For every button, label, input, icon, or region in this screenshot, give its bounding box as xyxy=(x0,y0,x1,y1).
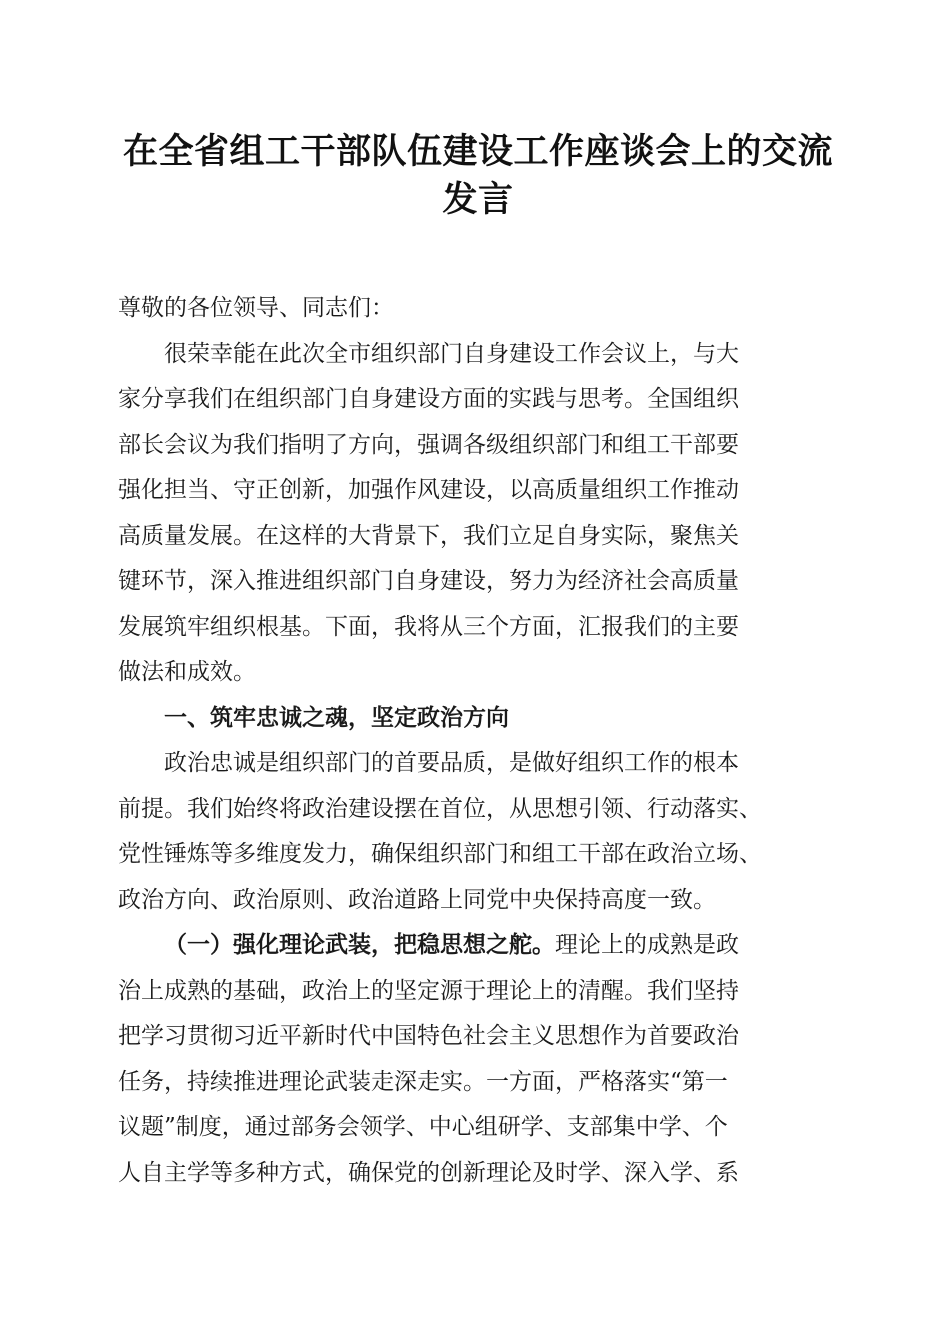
text-line: 人自主学等多种方式，确保党的创新理论及时学、深入学、系 xyxy=(118,1159,739,1186)
document-title xyxy=(118,128,838,224)
text-line: 发展筑牢组织根基。下面，我将从三个方面，汇报我们的主要 xyxy=(118,613,739,640)
text-line: 高质量发展。在这样的大背景下，我们立足自身实际，聚焦关 xyxy=(118,522,739,549)
document-page xyxy=(118,128,838,1196)
text-line: 政治方向、政治原则、政治道路上同党中央保持高度一致。 xyxy=(118,886,716,913)
title-line: 在全省组工干部队伍建设工作座谈会上的交流 xyxy=(122,131,833,172)
text-line: 把学习贯彻习近平新时代中国特色社会主义思想作为首要政治 xyxy=(118,1023,739,1049)
document-body xyxy=(118,286,838,1196)
text-line: 部长会议为我们指明了方向，强调各级组织部门和组工干部要 xyxy=(118,431,739,458)
text-line: 治上成熟的基础，政治上的坚定源于理论上的清醒。我们坚持 xyxy=(118,977,739,1004)
text-line: 家分享我们在组织部门自身建设方面的实践与思考。全国组织 xyxy=(118,386,739,412)
text-line: 党性锤炼等多维度发力，确保组织部门和组工干部在政治立场、 xyxy=(118,841,762,867)
text-line: 很荣幸能在此次全市组织部门自身建设工作会议上，与大 xyxy=(164,340,739,367)
text-line: 议题”制度，通过部务会领学、中心组研学、支部集中学、个 xyxy=(118,1114,728,1140)
section-heading: 一、筑牢忠诚之魂，坚定政治方向 xyxy=(164,704,509,731)
intro-paragraph xyxy=(118,332,838,696)
text-line: 做法和成效。 xyxy=(118,659,256,685)
text-line: 政治忠诚是组织部门的首要品质，是做好组织工作的根本 xyxy=(164,750,739,776)
text-line: 前提。我们始终将政治建设摆在首位，从思想引领、行动落实、 xyxy=(118,795,762,822)
text-run: 理论上的成熟是政 xyxy=(555,932,739,958)
subsection-lead: （一）强化理论武装，把稳思想之舵。 xyxy=(164,932,555,958)
salutation: 尊敬的各位领导、同志们： xyxy=(118,295,394,321)
text-line: 强化担当、守正创新，加强作风建设，以高质量组织工作推动 xyxy=(118,477,739,503)
section-paragraph xyxy=(118,741,838,923)
text-line xyxy=(118,923,838,969)
subsection-paragraph xyxy=(118,923,838,1196)
title-line: 发言 xyxy=(442,179,514,220)
text-line: 任务，持续推进理论武装走深走实。一方面，严格落实“第一 xyxy=(118,1068,728,1095)
text-line: 键环节，深入推进组织部门自身建设，努力为经济社会高质量 xyxy=(118,568,739,594)
